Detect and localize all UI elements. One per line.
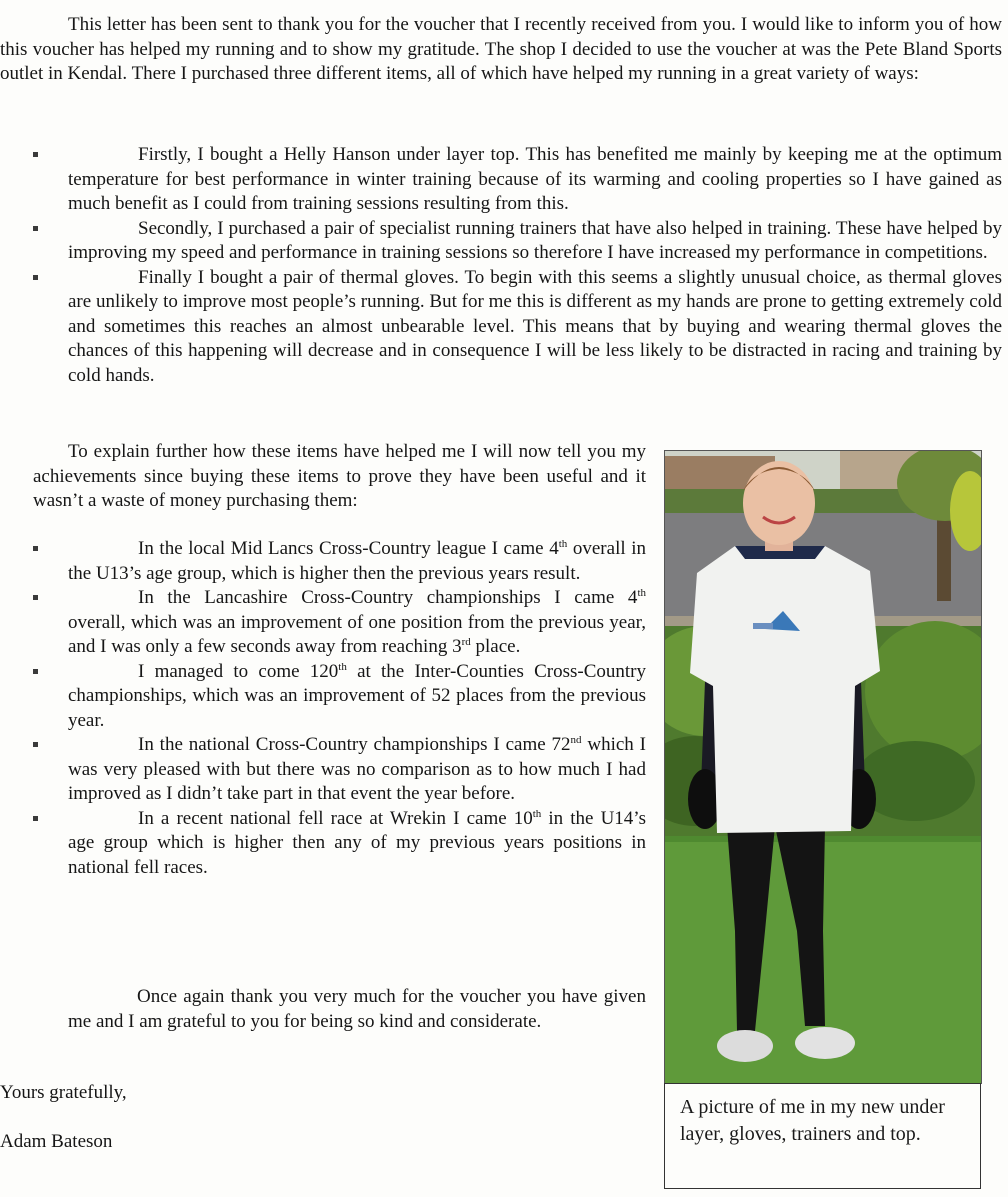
intro-paragraph: This letter has been sent to thank you for the voucher that I recently received from you. I would like to inform you of how this voucher has helped my running and to show my gratitude. The shop I decided to use the voucher at was the Pete Bland Sports outlet in Kendal. There I purchased three different items, all of which have helped my running in a great variety of ways: (0, 14, 1002, 84)
bullet-icon (33, 595, 38, 600)
list-item-text: In the national Cross-Country championships I came 72nd which I was very pleased with but there was no comparison as to how much I had improved as I didn’t take part in that event the year before. (68, 734, 646, 804)
list-item-text: I managed to come 120th at the Inter-Counties Cross-Country championships, which was an improvement of 52 places from the previous year. (68, 660, 646, 731)
list-item-text: Finally I bought a pair of thermal gloves. To begin with this seems a slightly unusual choice, as thermal gloves are unlikely to improve most people’s running. But for me this is different as my hands are prone to getting extremely cold and sometimes this reaches an almost unbearable level. This means that by buying and wearing thermal gloves the chances of this happening will decrease and in consequence I will be less likely to be distracted in racing and training by cold hands. (68, 266, 1002, 386)
list-item (0, 217, 1002, 266)
list-item (0, 537, 646, 586)
bullet-icon (33, 275, 38, 280)
bullet-icon (33, 226, 38, 231)
list-item-text: Firstly, I bought a Helly Hanson under layer top. This has benefited me mainly by keeping me at the optimum temperature for best performance in winter training because of its warming and cooling properties so I have gained as much benefit as I could from training sessions resulting from this. (68, 144, 1002, 214)
list-item-text: In a recent national fell race at Wrekin I came 10th in the U14’s age group which is higher then any of my previous years positions in national fell races. (68, 807, 646, 878)
bullet-icon (33, 816, 38, 821)
list-item (0, 807, 646, 881)
bullet-icon (33, 546, 38, 551)
runner-photo-illustration (665, 451, 981, 1083)
photo-caption (664, 1083, 981, 1189)
achievements-list (0, 537, 646, 880)
list-item-text: In the Lancashire Cross-Country championships I came 4th overall, which was an improvement of one position from the previous year, and I was only a few seconds away from reaching 3rd place. (68, 587, 646, 657)
purchased-items-list (0, 143, 1002, 388)
thanks-paragraph: Once again thank you very much for the voucher you have given me and I am grateful to you for being so kind and considerate. (68, 986, 646, 1032)
list-item (0, 266, 1002, 389)
bullet-icon (33, 152, 38, 157)
signoff: Yours gratefully, (0, 1082, 127, 1103)
list-item (0, 586, 646, 660)
list-item-text: Secondly, I purchased a pair of specialist running trainers that have also helped in training. These have helped by improving my speed and performance in training sessions so therefore I have increased my performance in competitions. (68, 217, 1002, 263)
list-item-text: In the local Mid Lancs Cross-Country league I came 4th overall in the U13’s age group, which is higher then the previous years result. (68, 538, 646, 584)
list-item (0, 660, 646, 734)
bullet-icon (33, 742, 38, 747)
caption-text: A picture of me in my new under layer, gloves, trainers and top. (680, 1096, 945, 1145)
bullet-icon (33, 669, 38, 674)
list-item (0, 733, 646, 807)
runner-photo (664, 450, 982, 1084)
explain-paragraph: To explain further how these items have helped me I will now tell you my achievements since buying these items to prove they have been useful and it wasn’t a waste of money purchasing them: (33, 441, 646, 511)
signature: Adam Bateson (0, 1131, 113, 1152)
list-item (0, 143, 1002, 217)
